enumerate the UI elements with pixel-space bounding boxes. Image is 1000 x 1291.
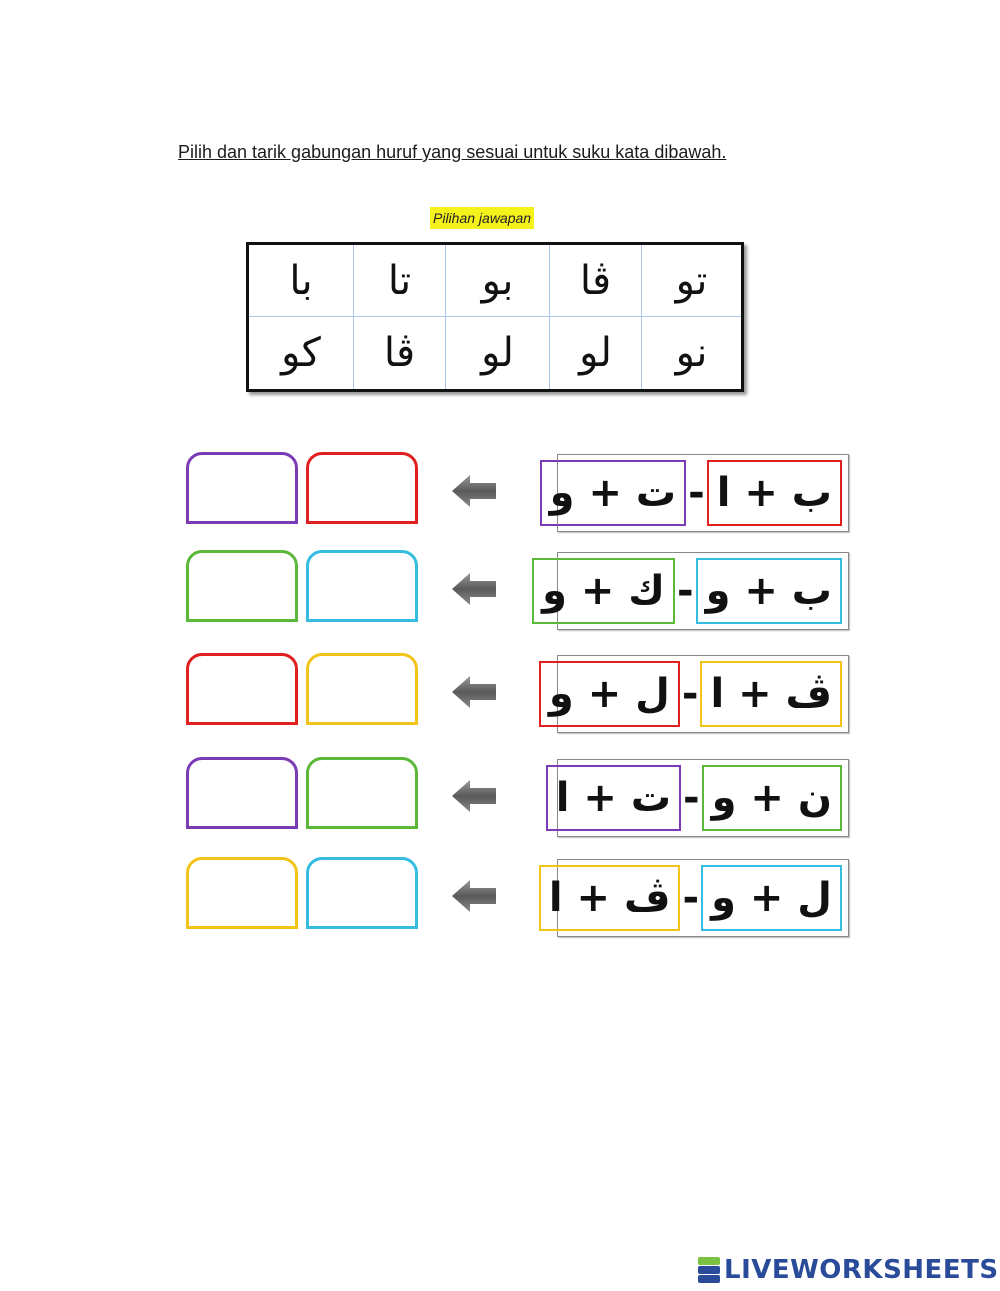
exercise-row [0,857,1000,937]
exercise-row [0,653,1000,733]
choice-tile[interactable]: تو [642,245,741,317]
letter-group: ن + و [702,765,842,831]
answer-drop-slot[interactable] [186,757,298,829]
answer-drop-slot[interactable] [306,757,418,829]
letter-group: ڤ + ا [700,661,842,727]
answer-drop-slot[interactable] [306,653,418,725]
syllable-card [549,454,849,532]
syllable-separator: - [683,775,700,821]
liveworksheets-logo-text: LIVEWORKSHEETS [724,1255,999,1285]
choice-tile[interactable]: لو [550,317,642,389]
letter-group: ڤ + ا [539,865,681,931]
answer-drop-slot[interactable] [306,452,418,524]
choice-tile[interactable]: با [249,245,354,317]
letter-group: ت + ا [546,765,681,831]
answer-drop-slot[interactable] [186,653,298,725]
syllable-card [542,552,849,630]
liveworksheets-logo-icon [698,1257,720,1283]
answer-choices-table [246,242,744,392]
exercise-row [0,452,1000,532]
choice-tile[interactable]: ڤا [550,245,642,317]
letter-group: ك + و [532,558,675,624]
arrow-left-icon [450,778,498,814]
letter-group: ب + و [696,558,842,624]
letter-group: ل + و [539,661,680,727]
answer-drop-slot[interactable] [186,857,298,929]
syllable-separator: - [682,875,700,921]
instruction-text: Pilih dan tarik gabungan huruf yang sesuai untuk suku kata dibawah. [178,142,727,162]
syllable-card [557,759,849,837]
syllable-separator: - [688,470,705,516]
answer-drop-slot[interactable] [186,550,298,622]
syllable-separator: - [676,568,694,614]
choice-tile[interactable]: نو [675,330,708,376]
letter-group: ل + و [701,865,842,931]
syllable-card [548,655,849,733]
answer-drop-slot[interactable] [306,550,418,622]
liveworksheets-logo [698,1255,999,1285]
choice-tile[interactable]: ڤا [354,317,446,389]
choice-tile[interactable]: لو [446,317,550,389]
arrow-left-icon [450,674,498,710]
choice-tile[interactable]: بو [446,245,550,317]
syllable-separator: - [681,671,699,717]
answer-drop-slot[interactable] [186,452,298,524]
answer-choices-label: Pilihan jawapan [430,207,534,229]
arrow-left-icon [450,571,498,607]
exercise-row [0,550,1000,630]
letter-group: ت + و [540,460,686,526]
syllable-card [548,859,849,937]
arrow-left-icon [450,473,498,509]
exercise-row [0,757,1000,837]
choice-tile[interactable]: تا [354,245,446,317]
arrow-left-icon [450,878,498,914]
answer-drop-slot[interactable] [306,857,418,929]
letter-group: ب + ا [707,460,842,526]
choice-tile[interactable]: كو [249,317,354,389]
